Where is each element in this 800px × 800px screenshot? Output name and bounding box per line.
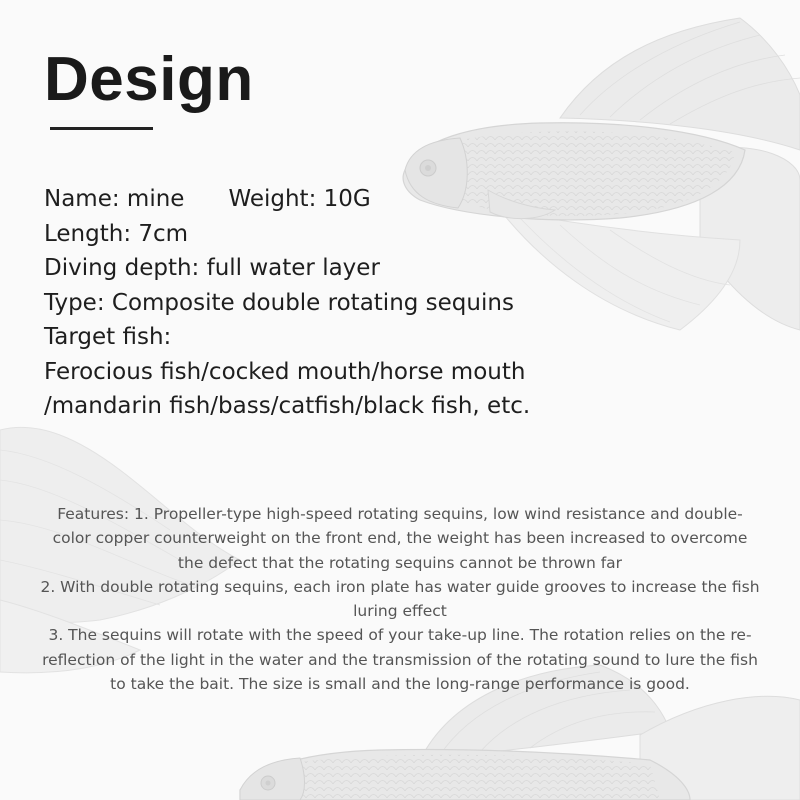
- spec-length: Length: 7cm: [44, 220, 189, 247]
- spec-name: Name: mine: [44, 186, 185, 212]
- spec-type: Type: Composite double rotating sequins: [44, 289, 514, 316]
- spec-diving-depth: Diving depth: full water layer: [44, 255, 380, 281]
- product-specs: [44, 182, 530, 424]
- feature-paragraph-1: Features: 1. Propeller-type high-speed rotating sequins, low wind resistance and double-color copper counterweight on the front end, the weight has been increased to overcome the defect that the rotating sequins cannot be thrown far: [52, 505, 748, 572]
- spec-row-name-weight: [44, 182, 530, 217]
- spec-target-fish-label: Target fish:: [44, 324, 172, 350]
- spec-weight: Weight: 10G: [228, 186, 371, 212]
- feature-paragraph-3: 3. The sequins will rotate with the speed of your take-up line. The rotation relies on the re-reflection of the light in the water and the transmission of the rotating sound to lure the fish to take the bait. The size is small and the long-range performance is good.: [42, 626, 758, 694]
- feature-paragraph-2: 2. With double rotating sequins, each iron plate has water guide grooves to increase the fish luring effect: [40, 577, 760, 621]
- page-title: Design: [44, 45, 254, 114]
- features-description: [40, 502, 760, 696]
- title-underline: [50, 127, 153, 130]
- spec-target-fish-line-2: /mandarin fish/bass/catfish/black fish, etc.: [44, 393, 531, 419]
- spec-target-fish-line-1: Ferocious fish/cocked mouth/horse mouth: [44, 358, 526, 385]
